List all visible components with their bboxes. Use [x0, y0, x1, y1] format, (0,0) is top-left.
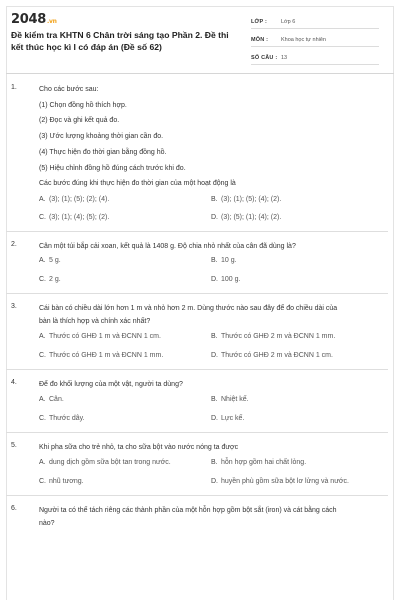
question-text: Để đo khối lượng của một vật, người ta dùng?: [39, 381, 183, 389]
answer-options: [39, 194, 383, 231]
question-divider: [6, 432, 388, 433]
question-text: bàn là thích hợp và chính xác nhất?: [39, 318, 151, 326]
answer-option-b[interactable]: [211, 331, 383, 343]
option-letter: B.: [211, 395, 218, 403]
answer-option-d[interactable]: [211, 350, 383, 362]
question-number: 2.: [11, 240, 17, 248]
option-letter: A.: [39, 395, 46, 403]
answer-option-b[interactable]: [211, 457, 383, 469]
answer-option-c[interactable]: [39, 413, 211, 425]
question-text: (1) Chọn đồng hồ thích hợp.: [39, 101, 127, 109]
option-letter: C.: [39, 415, 46, 423]
question-text: (5) Hiệu chỉnh đồng hồ đúng cách trước khi đo.: [39, 164, 186, 172]
answer-option-d[interactable]: [211, 274, 383, 286]
option-letter: C.: [39, 275, 46, 283]
answer-option-b[interactable]: [211, 255, 383, 267]
answer-option-d[interactable]: [211, 212, 383, 224]
meta-subject-label: MÔN :: [251, 37, 269, 43]
meta-class-value: Lớp 6: [281, 19, 296, 25]
meta-subject-row: [251, 29, 379, 47]
answer-option-c[interactable]: [39, 476, 211, 488]
question-body: [39, 505, 383, 530]
answer-options: [39, 457, 383, 496]
question-text: Các bước đúng khi thực hiện đo thời gian của một hoạt động là: [39, 180, 236, 188]
question-text: Cho các bước sau:: [39, 86, 99, 93]
question-divider: [6, 293, 388, 294]
site-logo[interactable]: [11, 12, 57, 27]
answer-option-a[interactable]: [39, 457, 211, 469]
option-text: Lực kế.: [221, 415, 245, 423]
option-letter: C.: [39, 214, 46, 222]
question-number: 6.: [11, 505, 17, 513]
option-letter: C.: [39, 352, 46, 360]
answer-options: [39, 255, 383, 293]
question-text: Cân một túi bắp cải xoan, kết quả là 1408 g. Độ chia nhỏ nhất của cân đã dùng là?: [39, 242, 296, 250]
option-letter: A.: [39, 458, 46, 466]
answer-option-b[interactable]: [211, 194, 383, 206]
question-divider: [6, 495, 388, 496]
meta-subject-value: Khoa học tự nhiên: [281, 37, 326, 43]
answer-option-b[interactable]: [211, 394, 383, 406]
option-letter: C.: [39, 478, 46, 486]
option-text: 2 g.: [49, 275, 61, 283]
answer-option-a[interactable]: [39, 394, 211, 406]
exam-meta: [251, 11, 379, 65]
question-divider: [6, 231, 388, 232]
option-text: 10 g.: [221, 256, 237, 264]
question-5: [11, 437, 383, 495]
option-text: Thước có GHĐ 1 m và ĐCNN 1 mm.: [49, 352, 164, 360]
option-letter: D.: [211, 478, 218, 486]
question-body: [39, 84, 383, 231]
answer-option-a[interactable]: [39, 194, 211, 206]
question-body: [39, 303, 383, 369]
question-body: [39, 241, 383, 293]
option-letter: D.: [211, 415, 218, 423]
question-number: 1.: [11, 84, 17, 91]
question-number: 4.: [11, 379, 17, 387]
question-text: (2) Đọc và ghi kết quả đo.: [39, 117, 120, 125]
answer-options: [39, 331, 383, 370]
option-text: (3); (5); (1); (4); (2).: [221, 214, 282, 222]
header-divider: [6, 73, 394, 74]
logo-domain: .vn: [46, 18, 57, 25]
answer-option-d[interactable]: [211, 413, 383, 425]
answer-option-c[interactable]: [39, 212, 211, 224]
option-text: Thước có GHĐ 1 m và ĐCNN 1 cm.: [49, 332, 161, 340]
meta-class-label: LỚP :: [251, 19, 267, 25]
option-letter: B.: [211, 195, 218, 203]
option-letter: B.: [211, 458, 218, 466]
option-text: Thước có GHĐ 2 m và ĐCNN 1 mm.: [221, 332, 336, 340]
option-letter: A.: [39, 332, 46, 340]
answer-option-a[interactable]: [39, 255, 211, 267]
meta-count-label: SỐ CÂU :: [251, 55, 278, 61]
question-body: [39, 442, 383, 495]
option-letter: A.: [39, 256, 46, 264]
question-3: [11, 298, 383, 369]
option-text: huyền phù gồm sữa bột lơ lửng và nước.: [221, 478, 349, 486]
answer-option-a[interactable]: [39, 331, 211, 343]
answer-option-d[interactable]: [211, 476, 383, 488]
option-text: (3); (1); (5); (4); (2).: [221, 195, 282, 203]
logo-main: 2048: [11, 12, 46, 27]
answer-options: [39, 394, 383, 433]
option-text: Cân.: [49, 395, 64, 403]
option-letter: D.: [211, 214, 218, 222]
option-text: Thước có GHĐ 2 m và ĐCNN 1 cm.: [221, 352, 333, 360]
question-6: [11, 500, 383, 530]
meta-count-value: 13: [281, 55, 288, 61]
question-divider: [6, 369, 388, 370]
answer-option-c[interactable]: [39, 350, 211, 362]
option-text: Thước dây.: [49, 415, 85, 423]
option-text: 100 g.: [221, 275, 241, 283]
option-letter: D.: [211, 352, 218, 360]
question-list: [11, 79, 383, 530]
option-text: Nhiệt kế.: [221, 395, 249, 403]
question-text: nào?: [39, 519, 55, 527]
exam-title: Đề kiểm tra KHTN 6 Chân trời sáng tạo Phần 2. Đề thi kết thúc học kì I có đáp án (Đề số 62): [11, 30, 229, 52]
question-text: Người ta có thể tách riêng các thành phần của một hỗn hợp gồm bột sắt (iron) và cát bằng cách: [39, 507, 337, 515]
question-text: Khi pha sữa cho trẻ nhỏ, ta cho sữa bột vào nước nóng ta được: [39, 444, 239, 452]
option-text: dung dịch gồm sữa bột tan trong nước.: [49, 458, 171, 466]
question-text: (4) Thực hiện đo thời gian bằng đồng hồ.: [39, 148, 167, 156]
option-letter: B.: [211, 332, 218, 340]
option-text: nhũ tương.: [49, 478, 84, 486]
option-text: hỗn hợp gồm hai chất lỏng.: [221, 458, 307, 466]
question-1: [11, 79, 383, 231]
option-letter: B.: [211, 256, 218, 264]
question-number: 5.: [11, 442, 17, 450]
question-number: 3.: [11, 302, 17, 310]
option-letter: A.: [39, 195, 46, 203]
question-body: [39, 379, 383, 432]
option-letter: D.: [211, 275, 218, 283]
question-4: [11, 374, 383, 432]
question-2: [11, 236, 383, 293]
option-text: 5 g.: [49, 256, 61, 264]
question-text: (3) Ước lượng khoảng thời gian cần đo.: [39, 133, 164, 141]
option-text: (3); (1); (5); (2); (4).: [49, 195, 110, 203]
question-text: Cái bàn có chiều dài lớn hơn 1 m và nhỏ hơn 2 m. Dùng thước nào sau đây để đo chiều dài của: [39, 304, 338, 312]
meta-class-row: [251, 11, 379, 29]
answer-option-c[interactable]: [39, 274, 211, 286]
meta-count-row: [251, 47, 379, 65]
option-text: (3); (1); (4); (5); (2).: [49, 214, 110, 222]
